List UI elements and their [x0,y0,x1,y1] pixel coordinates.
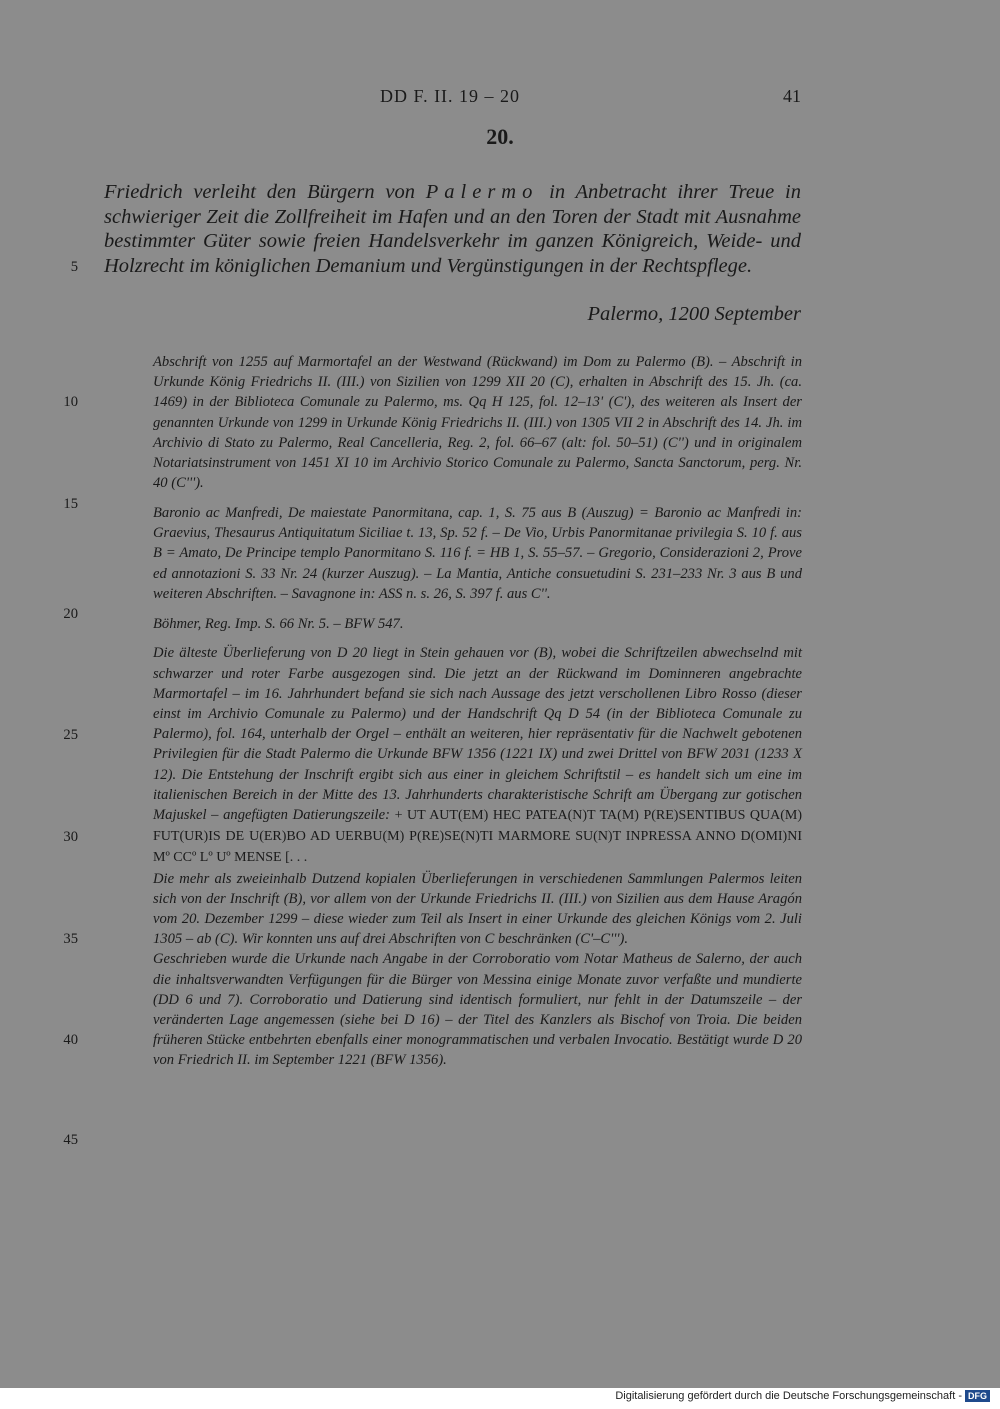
line-number: 40 [63,1032,78,1048]
line-number: 30 [63,829,78,845]
regest-text-start: Friedrich verleiht den Bürgern von [104,181,426,203]
regest-place-name: Palermo [425,181,539,203]
line-number: 10 [63,394,78,410]
line-number: 5 [70,259,78,275]
regesta-note: Böhmer, Reg. Imp. S. 66 Nr. 5. – BFW 547. [153,615,404,632]
line-number: 25 [63,727,78,743]
footer-text: Digitalisierung gefördert durch die Deutsche Forschungsgemeinschaft - [615,1390,962,1402]
page-number: 41 [783,86,801,106]
commentary-text: Die älteste Überlieferung von D 20 liegt in Stein gehauen vor (B), wobei die Schriftzeilen abwechselnd mit schwarzer und roter Farbe ausgezogen sind. Die jetzt an der Rückwand im Dominneren angebrachte Marmortafel – im 16. Jahrhundert befand sie sich nach Aussage des jetzt verschollenen Libro Rosso (dieser einst im Archivio Comunale zu Palermo) und der Handschrift Qq D 54 (in der Biblioteca Comunale zu Palermo), fol. 164, unterhalb der Orgel – enthält an weiteren, hier repräsentativ für die Nachwelt gebotenen Privilegien für die Stadt Palermo die Urkunde BFW 1356 (1221 IX) und zwei Drittel von BFW 2031 (1233 X 12). Die Entstehung der Inschrift ergibt sich aus einer in gleichem Schriftstil – es handelt sich um eine im italienischen Bereich in der Mitte des 13. Jahrhunderts charakteristische Schrift am Übergang zur gotischen Majuskel – angefügten Datierungszeile: [153,645,802,824]
commentary-paragraph-3: Geschrieben wurde die Urkunde nach Angabe in der Corroboratio vom Notar Matheus de Salerno, der auch die inhaltsverwandten Verfügungen für die Bürger von Messina einige Monate zuvor verfaßte und mundierte (DD 6 und 7). Corroboratio und Datierung sind identisch formuliert, nur fehlt in der Datumszeile – der veränderten Lage angemessen (siehe bei D 16) – der Titel des Kanzlers als Bischof von Troia. Die beiden früheren Stücke entbehrten ebenfalls einer monogrammatischen und verbalen Invocatio. Bestätigt wurde D 20 von Friedrich II. im September 1221 (BFW 1356). [153,951,802,1069]
commentary-paragraph-2: Die mehr als zweieinhalb Dutzend kopialen Überlieferungen in verschiedenen Sammlungen Palermos leiten sich von der Inschrift (B), vor allem von der Urkunde Friedrichs II. (III.) von Sizilien aus dem Hause Aragón vom 20. Dezember 1299 – diese wieder zum Teil als Insert in einer Urkunde des gleichen Königs vom 2. Juli 1305 – ab (C). Wir konnten uns auf drei Abschriften von C beschränken (C'–C'''). [153,870,802,948]
regest-summary [104,180,801,278]
transmission-note: Abschrift von 1255 auf Marmortafel an der Westwand (Rückwand) im Dom zu Palermo (B). – Abschrift in Urkunde König Friedrichs II. (III.) von Sizilien von 1299 XII 20 (C), erhalten in Abschrift des 15. Jh. (ca. 1469) in der Biblioteca Comunale zu Palermo, ms. Qq H 125, fol. 12–13' (C'), des weiteren als Insert der genannten Urkunde von 1299 in Urkunde König Friedrichs II. (III.) von 1305 VII 2 in Abschrift des 14. Jh. im Archivio di Stato zu Palermo, Real Cancelleria, Reg. 2, fol. 66–67 (alt: fol. 50–51) (C'') und in originalem Notariatsinstrument von 1451 XI 10 im Archivio Storico Comunale zu Palermo, Sancta Sanctorum, perg. Nr. 40 (C'''). [153,354,802,492]
line-number: 35 [63,931,78,947]
editions-note: Baronio ac Manfredi, De maiestate Panormitana, cap. 1, S. 75 aus B (Auszug) = Baronio ac Manfredi in: Graevius, Thesaurus Antiquitatum Siciliae t. 13, Sp. 52 f. – De Vio, Urbis Panormitanae privilegia S. 10 f. aus B = Amato, De Principe templo Panormitano S. 116 f. = HB 1, S. 55–57. – Gregorio, Considerazioni 2, Prove ed annotazioni S. 33 Nr. 24 (kurzer Auszug). – La Mantia, Antiche consuetudini S. 231–233 Nr. 3 aus B und weiteren Abschriften. – Savagnone in: ASS n. s. 26, S. 397 f. aus C''. [153,505,802,602]
inscription-text: + UT AUT(EM) HEC PATEA(N)T TA(M) P(RE)SENTIBUS QUA(M) FUT(UR)IS DE U(ER)BO AD UERBU(M) P(RE)SE(N)TI MARMORE SU(N)T INPRESSA ANNO D(OMI)NI Mº CCº Lº Uº MENSE [. . . [153,808,802,866]
critical-apparatus [153,352,802,1080]
line-number: 15 [63,496,78,512]
commentary-paragraph [153,643,802,868]
line-number: 20 [63,606,78,622]
running-header: DD F. II. 19 – 20 [380,86,521,106]
document-number: 20. [486,124,514,149]
dfg-logo: DFG [965,1390,990,1402]
footer-credit [615,1390,990,1402]
place-date: Palermo, 1200 September [587,303,801,325]
line-number: 45 [63,1132,78,1148]
regest-text-end: in Anbetracht ihrer Treue in schwieriger Zeit die Zollfreiheit im Hafen und an den Toren der Stadt mit Ausnahme bestimmter Güter sowie freien Handelsverkehr im ganzen Königreich, Weide- und Holzrecht im königlichen Demanium und Vergünstigungen in der Rechtspflege. [104,181,801,277]
